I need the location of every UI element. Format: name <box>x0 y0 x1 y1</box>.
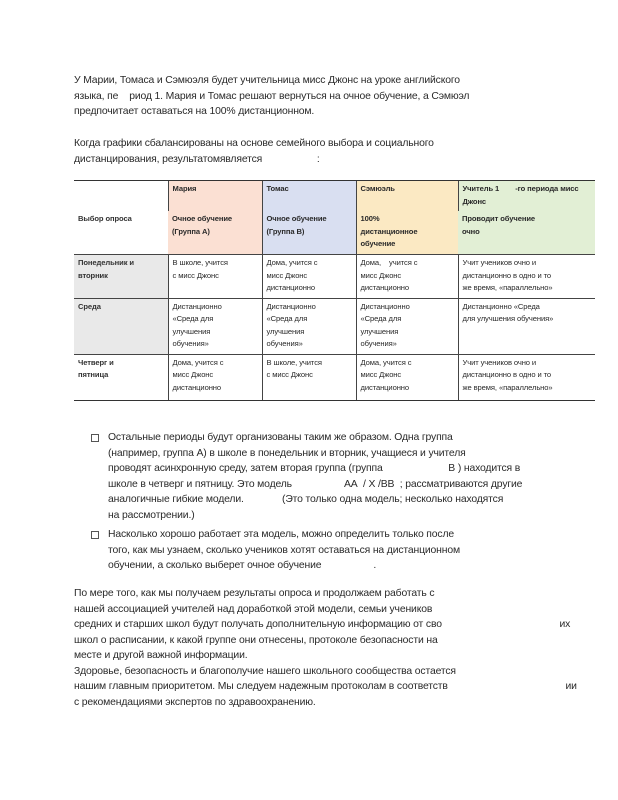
cell-tomas: Дома, учится с мисс Джонс дистанционно <box>262 255 356 299</box>
closing-line: школ о расписании, к какой группе они отнесены, протоколе безопасности на <box>74 634 438 646</box>
closing-line: нашей ассоциацией учителей над доработкой этой модели, семьи учеников <box>74 603 433 615</box>
cell-maria: Дома, учится с мисс Джонс дистанционно <box>168 354 262 400</box>
bullet-line: обучении, а сколько выберет очное обучение . <box>108 560 377 572</box>
closing-line: месте и другой важной информации. <box>74 650 248 661</box>
closing-line: с рекомендациями экспертов по здравоохранению. <box>74 696 316 708</box>
balance-paragraph <box>74 136 434 167</box>
square-bullet-icon <box>91 531 99 539</box>
closing-line: Здоровье, безопасность и благополучие нашего школьного сообщества остается <box>74 665 456 677</box>
cell-samuel: 100% дистанционное обучение <box>356 211 458 255</box>
bullet-text <box>108 430 522 524</box>
intro-line: языка, пе риод 1. Мария и Томас решают вернуться на очное обучение, а Сэмюэл <box>74 90 470 102</box>
row-label: Понедельник и вторник <box>74 255 168 299</box>
row-label: Среда <box>74 298 168 354</box>
header-samuel: Сэмюэль <box>356 181 458 212</box>
row-label: Выбор опроса <box>78 214 132 223</box>
cell-samuel: Дистанционно «Среда для улучшения обучения» <box>356 298 458 354</box>
intro-line: У Марии, Томаса и Сэмюэля будет учительница мисс Джонс на уроке английского <box>74 75 460 86</box>
bullet-line: на рассмотрении.) <box>108 509 195 521</box>
bullet-text <box>108 527 460 574</box>
header-maria: Мария <box>168 181 262 212</box>
cell-teacher: Учит учеников очно и дистанционно в одно и то же время, «параллельно» <box>458 255 595 299</box>
bullet-line: Насколько хорошо работает эта модель, можно определить только после <box>108 529 454 540</box>
cell-tomas: Очное обучение (Группа В) <box>262 211 356 255</box>
cell-teacher: Проводит обучение очно <box>458 211 595 255</box>
row-label: Четверг и пятница <box>74 354 168 400</box>
bullet-line: аналогичные гибкие модели. (Это только одна модель; несколько находятся <box>108 494 504 506</box>
bullet-line: проводят асинхронную среду, затем вторая группа (группа В ) находится в <box>108 463 521 475</box>
cell-maria: В школе, учится с мисс Джонс <box>168 255 262 299</box>
bullet-line: Остальные периоды будут организованы таким же образом. Одна группа <box>108 432 453 443</box>
cell-tomas: Дистанционно «Среда для улучшения обучения» <box>262 298 356 354</box>
schedule-table <box>74 180 595 401</box>
table-row <box>74 298 595 354</box>
square-bullet-icon <box>91 434 99 442</box>
table-row <box>74 211 595 255</box>
bullet-line: того, как мы узнаем, сколько учеников хотят оставаться на дистанционном <box>108 544 460 556</box>
header-teacher: Учитель 1 -го периода мисс Джонс <box>458 181 595 212</box>
cell-samuel: Дома, учится с мисс Джонс дистанционно <box>356 354 458 400</box>
bullet-line: школе в четверг и пятницу. Это модель АА / X /ВВ ; рассматриваются другие <box>108 478 523 490</box>
balance-line: Когда графики сбалансированы на основе семейного выбора и социального <box>74 138 434 149</box>
table-row <box>74 255 595 299</box>
closing-line: нашим главным приоритетом. Мы следуем надежным протоколам в соответств ии <box>74 681 577 692</box>
intro-paragraph <box>74 73 469 120</box>
cell-teacher: Дистанционно «Среда для улучшения обучения» <box>458 298 595 354</box>
closing-paragraph <box>74 586 577 710</box>
closing-line: средних и старших школ будут получать дополнительную информацию от сво их <box>74 619 571 630</box>
table-row <box>74 354 595 400</box>
header-empty-cell <box>74 181 168 212</box>
cell-maria: Дистанционно «Среда для улучшения обучения» <box>168 298 262 354</box>
bullet-line: (например, группа А) в школе в понедельник и вторник, учащиеся и учителя <box>108 447 466 459</box>
header-tomas: Томас <box>262 181 356 212</box>
cell-maria: Очное обучение (Группа А) <box>168 211 262 255</box>
cell-samuel: Дома, учится с мисс Джонс дистанционно <box>356 255 458 299</box>
table-header-row <box>74 181 595 212</box>
intro-line: предпочитает оставаться на 100% дистанционном. <box>74 106 315 117</box>
cell-tomas: В школе, учится с мисс Джонс <box>262 354 356 400</box>
closing-line: По мере того, как мы получаем результаты опроса и продолжаем работать с <box>74 588 435 599</box>
balance-line: дистанцирования, результатомявляется : <box>74 153 320 165</box>
cell-teacher: Учит учеников очно и дистанционно в одно и то же время, «параллельно» <box>458 354 595 400</box>
